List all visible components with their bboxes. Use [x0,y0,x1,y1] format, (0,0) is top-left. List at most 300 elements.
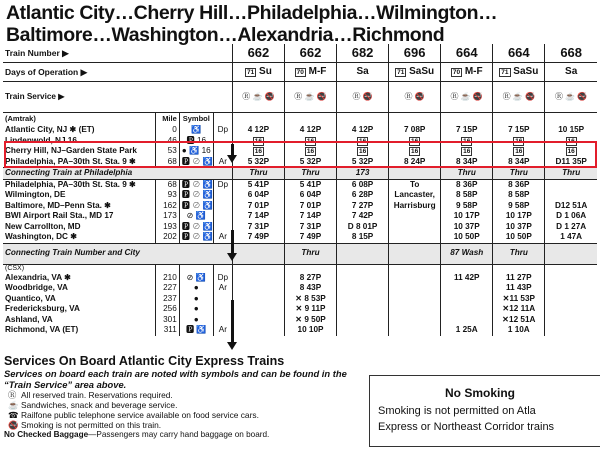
station-symbols: ♿ [179,125,213,136]
connection-value: Thru [493,243,545,264]
time-cell: 7 42P [337,211,389,222]
legend-icon: ☕ [8,400,19,410]
time-cell [441,294,493,305]
arrive-depart: Dp [213,179,232,190]
station-row [3,325,597,336]
station-mile: 256 [155,304,179,315]
blank-cell [493,264,545,273]
time-cell: 5 32P [284,157,336,168]
time-cell [232,294,284,305]
blank-cell [284,264,336,273]
time-cell: 7 14P [284,211,336,222]
station-label: Cherry Hill, NJ–Garden State Park [5,146,137,155]
mile-symbol-header-row [3,113,597,126]
time-cell: Lancaster, [389,190,441,201]
days-box: 70 [296,68,304,76]
train-number: 668 [545,44,597,63]
time-cell [284,146,336,157]
station-row [3,294,597,305]
station-row [3,146,597,157]
days-cell [545,63,597,82]
station-row [3,283,597,294]
station-label: Baltimore, MD–Penn Sta. ✱ [5,200,112,210]
days-cell [441,63,493,82]
days-text: M-F [308,65,327,77]
train-number: 664 [493,44,545,63]
time-cell [441,146,493,157]
blank-cell [284,113,336,126]
time-cell [389,325,441,336]
services-title: Services On Board Atlantic City Express Trains [4,354,285,368]
time-cell: D 8 01P [337,222,389,233]
station-mile: 53 [155,146,179,157]
station-row [3,211,597,222]
time-cell [232,315,284,326]
service-icon-group: Ⓡ ☕ 🚭 [450,91,483,101]
station-symbols: ● [179,315,213,326]
service-icons [232,82,284,113]
time-cell: 7 27P [337,201,389,212]
station-label: Philadelphia, PA–30th St. Sta. 9 ✱ [5,156,136,166]
station-name [3,211,155,222]
service-icons [284,82,336,113]
days-box: 70 [452,68,461,76]
station-label: New Carrollton, MD [5,221,81,231]
station-label: Lindenwold, NJ 16 [5,135,77,145]
connection-value: 87 Wash [441,243,493,264]
blank-cell [493,113,545,126]
station-mile: 202 [155,232,179,243]
time-cell: 4 12P [284,125,336,136]
station-label: Philadelphia, PA–30th St. Sta. 9 ✱ [5,179,136,189]
days-label: Days of Operation ▶ [3,63,232,82]
service-icon-group: Ⓡ ☕ 🚭 [554,91,588,101]
station-row [3,125,597,136]
station-mile: 46 [155,136,179,147]
station-label: Atlantic City, NJ ✱ [5,125,77,134]
days-text: SaSu [513,65,539,77]
station-name [3,146,155,157]
time-cell: 7 49P [232,232,284,243]
station-name [3,283,155,294]
blank-cell [179,264,213,273]
station-row [3,222,597,233]
connection-value [545,243,597,264]
time-cell: 1 25A [441,325,493,336]
csx-note: (CSX) [5,264,25,272]
time-cell: 6 28P [337,190,389,201]
days-text: Sa [565,65,578,77]
legend-item [8,390,359,400]
time-cell: D 1 06A [545,211,597,222]
time-cell [337,273,389,284]
days-text: Sa [356,65,369,77]
service-icon-group: Ⓡ ☕ 🚭 [502,91,535,101]
time-cell: 11 27P [493,273,545,284]
train-number-label: Train Number ▶ [3,44,232,63]
time-cell [389,211,441,222]
service-icons [441,82,493,113]
connection-row [3,168,597,180]
no-smoking-line-2: Express or Northeast Corridor trains [378,421,555,433]
station-name [3,304,155,315]
blank-cell [337,264,389,273]
time-cell: ✕ 8 53P [284,294,336,305]
blank-cell [337,113,389,126]
time-cell: Harrisburg [389,201,441,212]
days-box: 71 [501,68,509,76]
time-cell: 8 58P [441,190,493,201]
service-label: Train Service ▶ [3,82,232,113]
time-cell [545,179,597,190]
blank-cell [389,264,441,273]
station-label: Ashland, VA [5,314,53,324]
days-cell [337,63,389,82]
blank-cell [441,113,493,126]
symbol-header: Symbol [179,113,213,126]
connection-label: Connecting Train Number and City [3,243,232,264]
time-cell [232,325,284,336]
connection-value [389,168,441,180]
time-cell [232,273,284,284]
time-cell [389,315,441,326]
arrive-depart: Ar [213,283,232,294]
time-cell [493,136,545,147]
baggage-text: —Passengers may carry hand baggage on board. [88,430,270,439]
time-cell [337,325,389,336]
no-smoking-box [369,375,600,447]
blank-cell [155,264,179,273]
time-cell: 11 43P [493,283,545,294]
dir-header [213,113,232,126]
station-name [3,179,155,190]
train-number: 664 [441,44,493,63]
connection-value: Thru [284,243,336,264]
mile-header: Mile [155,113,179,126]
service-icon-group: Ⓡ 🚭 [404,91,425,101]
time-cell: 7 14P [232,211,284,222]
station-row [3,315,597,326]
time-cell: ✕ 9 11P [284,304,336,315]
time-cell [337,304,389,315]
train-number: 682 [337,44,389,63]
legend-item [8,420,359,430]
stop-box: 16 [463,137,471,145]
time-cell: 5 41P [284,179,336,190]
station-symbols: 🅿 ⊘ ♿ [179,179,213,190]
station-mile: 227 [155,283,179,294]
time-cell [441,283,493,294]
baggage-bold: No Checked Baggage [4,430,89,439]
baggage-note [4,430,359,440]
station-label: Washington, DC ✱ [5,232,78,241]
station-row [3,157,597,168]
service-icons [545,82,597,113]
days-text: M-F [464,65,483,77]
time-cell: 8 34P [493,157,545,168]
connection-value: 173 [337,168,389,180]
arrive-depart: Ar [213,157,232,168]
connection-value [337,243,389,264]
time-cell: 7 15P [441,125,493,136]
time-cell [389,136,441,147]
time-cell [337,283,389,294]
station-mile: 210 [155,273,179,284]
time-cell: 10 15P [545,125,597,136]
service-icon-group: Ⓡ 🚭 [352,91,373,101]
legend-text: Railfone public telephone service available on food service cars. [21,410,259,420]
time-cell: To [389,179,441,190]
train-number: 662 [284,44,336,63]
time-cell: ✕ 9 50P [284,315,336,326]
time-cell [545,190,597,201]
arrive-depart: Dp [213,273,232,284]
blank-cell [213,264,232,273]
station-label: Fredericksburg, VA [5,304,80,313]
no-smoking-title: No Smoking [444,386,515,400]
station-label: Alexandria, VA ✱ [5,272,72,282]
connection-value: Thru [284,168,336,180]
days-box: 71 [247,68,255,76]
time-cell [232,283,284,294]
time-cell [545,136,597,147]
time-cell: D12 51A [545,201,597,212]
days-cell [284,63,336,82]
time-cell: 6 04P [232,190,284,201]
stop-box: 16 [463,148,471,155]
station-label: Quantico, VA [5,293,56,303]
time-cell: 5 32P [337,157,389,168]
service-icon-group: Ⓡ ☕ 🚭 [242,91,275,101]
station-name [3,157,155,168]
blank-cell [545,264,597,273]
time-zone: (ET) [62,325,79,334]
stop-box: 16 [358,148,367,155]
csx-row [3,264,597,273]
station-name [3,201,155,212]
service-icons [493,82,545,113]
time-cell: 8 34P [441,157,493,168]
station-row [3,273,597,284]
arrive-depart [213,201,232,212]
timetable [3,44,597,336]
arrive-depart [213,211,232,222]
connection-value: Thru [441,168,493,180]
station-name [3,190,155,201]
time-cell: 9 58P [441,201,493,212]
service-row [3,82,597,113]
blank-cell [232,264,284,273]
time-cell: 11 42P [441,273,493,284]
station-row [3,232,597,243]
time-cell: D11 35P [545,157,597,168]
station-symbols: 🅿 16 [179,136,213,147]
station-label: Woodbridge, VA [5,283,68,292]
amtrak-note: (Amtrak) [5,113,36,123]
time-cell: 7 15P [493,125,545,136]
time-cell [389,294,441,305]
legend-item [8,400,359,410]
stop-box: 16 [411,137,419,145]
station-name [3,315,155,326]
station-symbols: ● [179,283,213,294]
station-symbols: 🅿 ⊘ ♿ [179,222,213,233]
time-cell: D 1 27A [545,222,597,233]
stop-box: 16 [515,148,523,155]
station-mile: 173 [155,211,179,222]
time-cell: 7 31P [232,222,284,233]
time-cell: 5 32P [232,157,284,168]
station-row [3,201,597,212]
station-symbols: ● [179,304,213,315]
arrive-depart: Ar [213,232,232,243]
days-text: Su [259,65,272,77]
time-cell: 10 17P [441,211,493,222]
time-cell: 7 01P [232,201,284,212]
train-number-row [3,44,597,63]
station-mile: 237 [155,294,179,305]
legend-icon: ☎ [8,410,19,420]
time-cell: 10 50P [441,232,493,243]
connection-row [3,243,597,264]
time-cell: 10 17P [493,211,545,222]
station-symbols: 🅿 ♿ [179,325,213,336]
station-name [3,325,155,336]
station-mile: 193 [155,222,179,233]
days-cell [493,63,545,82]
blank-cell [441,264,493,273]
service-legend [4,390,359,430]
time-cell: 8 36P [441,179,493,190]
time-cell: ✕12 51A [493,315,545,326]
station-mile: 162 [155,201,179,212]
time-cell [389,283,441,294]
time-cell [389,222,441,233]
time-cell [337,315,389,326]
station-name [3,232,155,243]
time-cell: 1 10A [493,325,545,336]
station-name [3,294,155,305]
time-cell [545,283,597,294]
time-cell: 4 12P [232,125,284,136]
time-cell: 7 49P [284,232,336,243]
legend-icon: Ⓡ [8,390,17,400]
timetable-header [6,2,596,46]
time-cell [232,304,284,315]
arrive-depart: Ar [213,325,232,336]
time-cell [545,294,597,305]
header-line-2: Baltimore…Washington…Alexandria…Richmond [6,24,445,46]
time-cell [389,146,441,157]
time-cell [545,273,597,284]
station-name [3,273,155,284]
time-cell [389,304,441,315]
station-symbols: ⊘ ♿ [179,211,213,222]
stop-box: 16 [567,148,575,155]
station-mile: 311 [155,325,179,336]
time-cell [441,315,493,326]
time-cell: 8 24P [389,157,441,168]
stop-box: 16 [411,148,419,155]
station-label: Richmond, VA [5,325,61,334]
time-cell: 9 58P [493,201,545,212]
days-cell [389,63,441,82]
timetable-body [3,44,597,336]
time-cell: 6 08P [337,179,389,190]
station-symbols: 🅿 ⊘ ♿ [179,201,213,212]
legend-text: All reserved train. Reservations required. [21,390,173,400]
time-cell [284,136,336,147]
time-cell: 10 37P [493,222,545,233]
time-cell [441,304,493,315]
header-line-1: Atlantic City…Cherry Hill…Philadelphia…Wilmington… [6,2,498,24]
stop-box: 16 [306,137,315,145]
time-cell [389,273,441,284]
stop-box: 16 [306,148,315,155]
time-cell [337,294,389,305]
time-cell [337,146,389,157]
time-cell: 8 58P [493,190,545,201]
time-cell: 10 10P [284,325,336,336]
station-symbols: 🅿 ⊘ ♿ [179,190,213,201]
days-text: SaSu [409,65,435,77]
stop-box: 16 [254,148,263,155]
station-name [3,125,155,136]
time-cell: 10 37P [441,222,493,233]
blank-cell [389,113,441,126]
days-row [3,63,597,82]
time-cell: 6 04P [284,190,336,201]
connection-label: Connecting Train at Philadelphia [3,168,232,180]
station-name [3,222,155,233]
station-mile: 68 [155,157,179,168]
time-cell: ✕11 53P [493,294,545,305]
time-cell: 8 27P [284,273,336,284]
station-label: Wilmington, DE [5,190,66,199]
services-footer [4,354,359,440]
time-cell [232,136,284,147]
station-mile: 0 [155,125,179,136]
station-symbols: ● ♿ 16 [179,146,213,157]
service-icon-group: Ⓡ ☕ 🚭 [294,91,327,101]
station-row [3,136,597,147]
service-icons [337,82,389,113]
days-cell [232,63,284,82]
blank-cell [232,113,284,126]
connection-value [389,243,441,264]
stop-box: 16 [515,137,523,145]
time-cell: 4 12P [337,125,389,136]
blank-cell [545,113,597,126]
station-symbols: ● [179,294,213,305]
station-row [3,190,597,201]
time-cell [337,136,389,147]
station-row [3,179,597,190]
station-symbols: 🅿 ⊘ ♿ [179,157,213,168]
time-cell: 8 15P [337,232,389,243]
time-cell [545,304,597,315]
connection-value: Thru [545,168,597,180]
time-cell: 1 47A [545,232,597,243]
legend-text: Smoking is not permitted on this train. [21,420,162,430]
time-cell: 7 01P [284,201,336,212]
station-name [3,136,155,147]
days-box: 71 [397,68,405,76]
station-label: BWI Airport Rail Sta., MD 17 [5,211,114,220]
time-cell [545,315,597,326]
train-number: 662 [232,44,284,63]
station-mile: 68 [155,179,179,190]
